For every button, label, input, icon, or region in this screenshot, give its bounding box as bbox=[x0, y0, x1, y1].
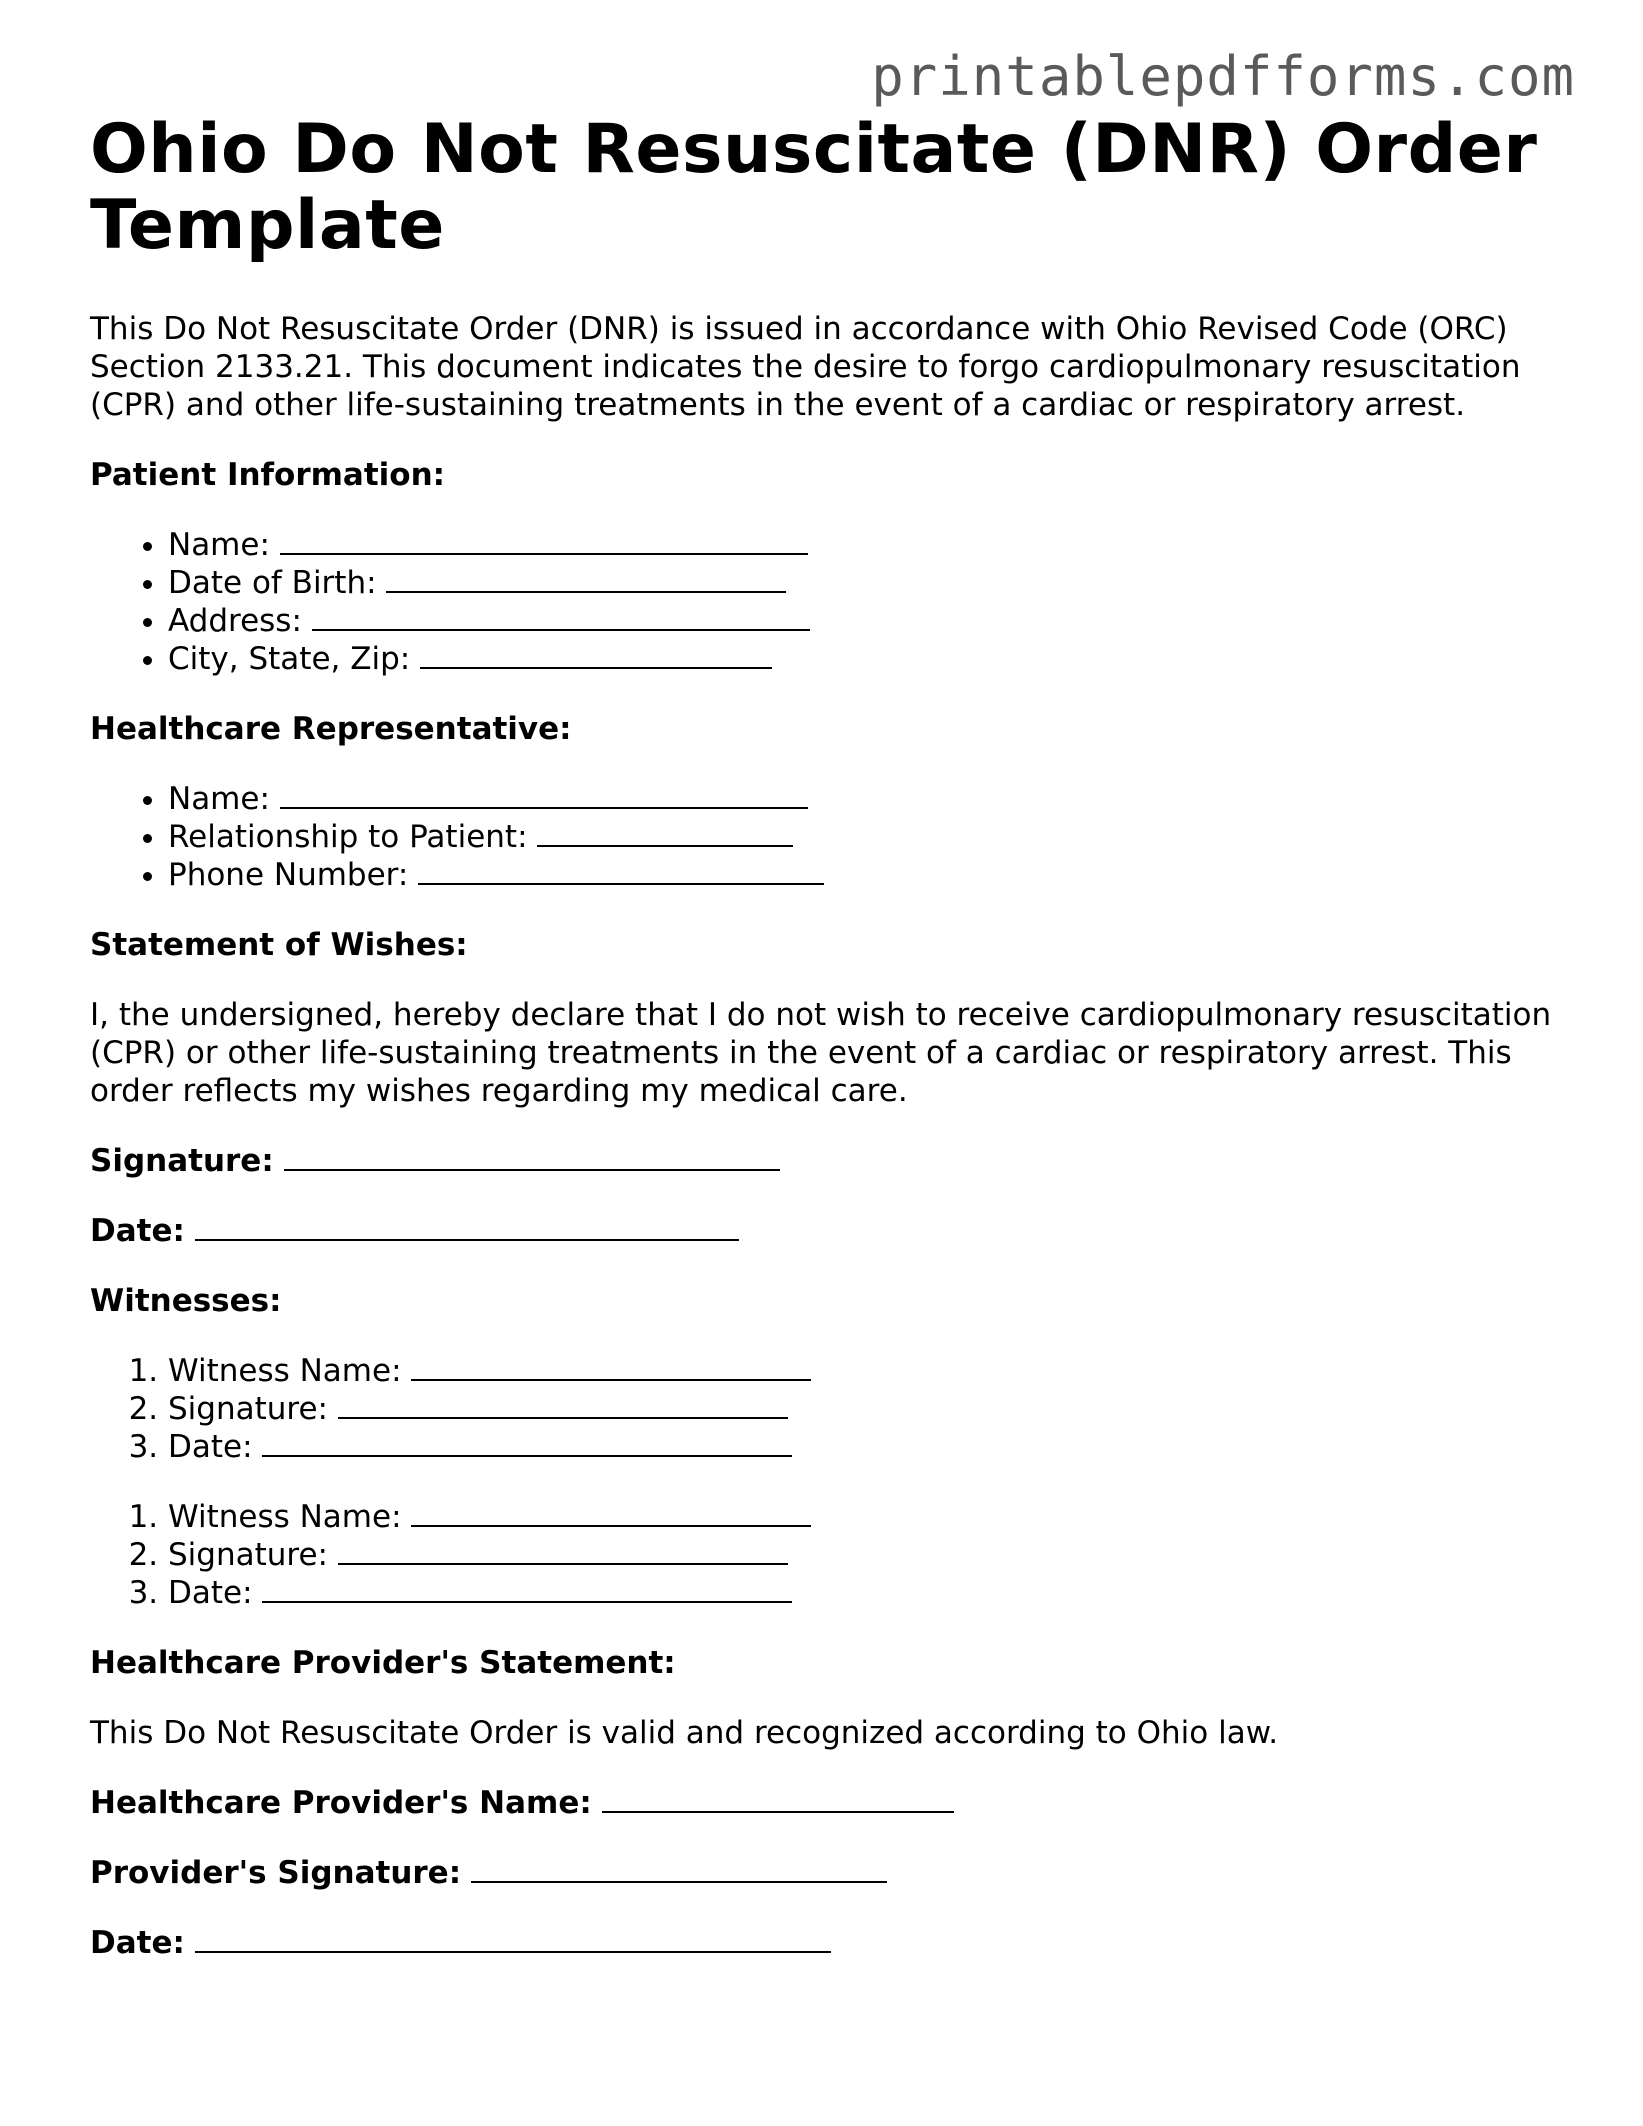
representative-list bbox=[90, 780, 1560, 894]
list-item bbox=[168, 1428, 1560, 1466]
provider-statement-heading: Healthcare Provider's Statement: bbox=[90, 1645, 676, 1681]
witness-name-label: Witness Name: bbox=[168, 1353, 402, 1389]
witness-one-list bbox=[90, 1352, 1560, 1466]
signature-label: Signature: bbox=[90, 1143, 274, 1179]
patient-information-list bbox=[90, 526, 1560, 678]
witness-date-label: Date: bbox=[168, 1429, 253, 1465]
date-field[interactable] bbox=[195, 1213, 739, 1241]
date-row bbox=[90, 1212, 1560, 1250]
relationship-label: Relationship to Patient: bbox=[168, 819, 528, 855]
phone-number-field[interactable] bbox=[418, 857, 824, 885]
list-item bbox=[168, 1574, 1560, 1612]
provider-date-label: Date: bbox=[90, 1925, 185, 1961]
provider-date-row bbox=[90, 1924, 1560, 1962]
list-item bbox=[168, 640, 1560, 678]
witnesses-heading: Witnesses: bbox=[90, 1283, 282, 1319]
list-item bbox=[168, 1390, 1560, 1428]
document-page bbox=[90, 112, 1560, 1994]
representative-heading: Healthcare Representative: bbox=[90, 711, 572, 747]
intro-paragraph: This Do Not Resuscitate Order (DNR) is issued in accordance with Ohio Revised Code (ORC) Section 2133.21. This document indicates the desire to forgo cardiopulmonary resuscitation (CPR) and other life-sustaining treatments in the event of a cardiac or respiratory arrest. bbox=[90, 311, 1521, 423]
list-item bbox=[168, 526, 1560, 564]
provider-date-field[interactable] bbox=[195, 1925, 831, 1953]
relationship-field[interactable] bbox=[537, 819, 793, 847]
statement-of-wishes-heading: Statement of Wishes: bbox=[90, 927, 468, 963]
witness-name-label: Witness Name: bbox=[168, 1499, 402, 1535]
witness-one-name-field[interactable] bbox=[411, 1353, 811, 1381]
date-label: Date: bbox=[90, 1213, 185, 1249]
patient-city-state-zip-field[interactable] bbox=[420, 641, 772, 669]
patient-information-heading: Patient Information: bbox=[90, 457, 446, 493]
statement-of-wishes-text: I, the undersigned, hereby declare that I do not wish to receive cardiopulmonary resuscitation (CPR) or other life-sustaining treatments in the event of a cardiac or respiratory arrest. This order reflects my wishes regarding my medical care. bbox=[90, 997, 1552, 1109]
witness-two-name-field[interactable] bbox=[411, 1499, 811, 1527]
witness-two-signature-field[interactable] bbox=[338, 1537, 788, 1565]
provider-signature-field[interactable] bbox=[471, 1855, 887, 1883]
witness-two-date-field[interactable] bbox=[262, 1575, 792, 1603]
patient-dob-label: Date of Birth: bbox=[168, 565, 377, 601]
witness-signature-label: Signature: bbox=[168, 1537, 328, 1573]
provider-name-row bbox=[90, 1784, 1560, 1822]
patient-name-field[interactable] bbox=[280, 527, 808, 555]
list-item bbox=[168, 818, 1560, 856]
witness-one-date-field[interactable] bbox=[262, 1429, 792, 1457]
page-title: Ohio Do Not Resuscitate (DNR) Order Template bbox=[90, 110, 1538, 265]
witness-two-list bbox=[90, 1498, 1560, 1612]
list-item bbox=[168, 602, 1560, 640]
list-item bbox=[168, 780, 1560, 818]
provider-name-label: Healthcare Provider's Name: bbox=[90, 1785, 592, 1821]
representative-name-field[interactable] bbox=[280, 781, 808, 809]
witness-one-signature-field[interactable] bbox=[338, 1391, 788, 1419]
list-item bbox=[168, 856, 1560, 894]
witness-signature-label: Signature: bbox=[168, 1391, 328, 1427]
phone-number-label: Phone Number: bbox=[168, 857, 409, 893]
patient-dob-field[interactable] bbox=[386, 565, 786, 593]
list-item bbox=[168, 1536, 1560, 1574]
patient-address-field[interactable] bbox=[312, 603, 810, 631]
list-item bbox=[168, 1498, 1560, 1536]
patient-city-state-zip-label: City, State, Zip: bbox=[168, 641, 411, 677]
representative-name-label: Name: bbox=[168, 781, 270, 817]
provider-signature-label: Provider's Signature: bbox=[90, 1855, 462, 1891]
watermark: printablepdfforms.com bbox=[871, 45, 1575, 108]
signature-row bbox=[90, 1142, 1560, 1180]
provider-statement-text: This Do Not Resuscitate Order is valid and recognized according to Ohio law. bbox=[90, 1715, 1279, 1751]
provider-name-field[interactable] bbox=[602, 1785, 954, 1813]
list-item bbox=[168, 1352, 1560, 1390]
signature-field[interactable] bbox=[284, 1143, 780, 1171]
patient-address-label: Address: bbox=[168, 603, 302, 639]
witness-date-label: Date: bbox=[168, 1575, 253, 1611]
list-item bbox=[168, 564, 1560, 602]
provider-signature-row bbox=[90, 1854, 1560, 1892]
patient-name-label: Name: bbox=[168, 527, 270, 563]
